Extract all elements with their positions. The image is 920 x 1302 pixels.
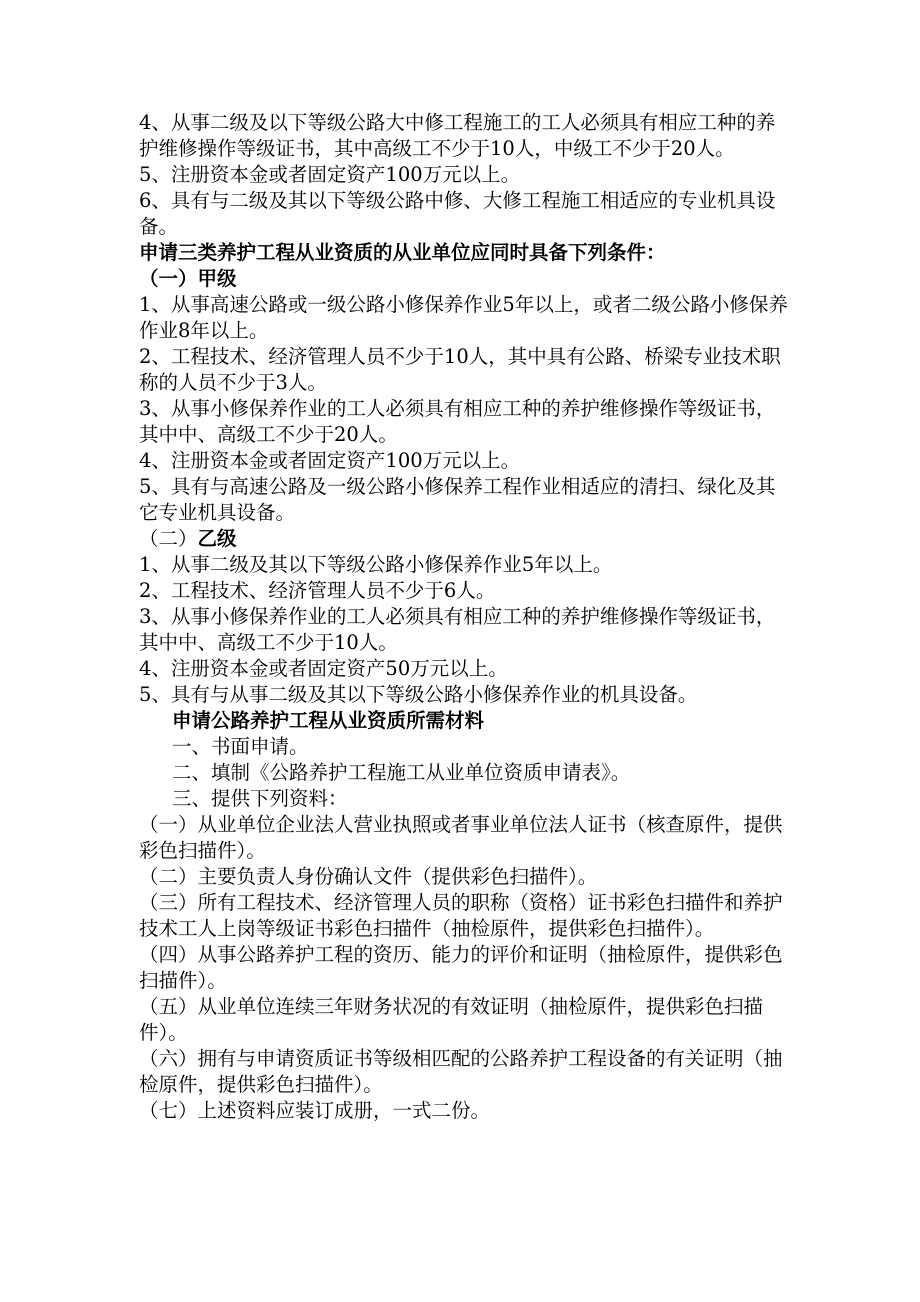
paragraph-a4: 4、注册资本金或者固定资产100万元以上。 bbox=[139, 449, 521, 472]
paragraph-a1: 1、从事高速公路或一级公路小修保养作业5年以上，或者二级公路小修保养作业8年以上。 bbox=[139, 293, 788, 342]
paragraph-b2: 2、工程技术、经济管理人员不少于6人。 bbox=[139, 579, 496, 602]
grade-heading-a: （一）甲级 bbox=[139, 267, 237, 290]
paragraph-b5: 5、具有与从事二级及其以下等级公路小修保养作业的机具设备。 bbox=[139, 683, 698, 706]
paragraph-1: 4、从事二级及以下等级公路大中修工程施工的工人必须具有相应工种的养护维修操作等级证书，其中高级工不少于10人，中级工不少于20人。 bbox=[139, 111, 776, 160]
grade-heading-b bbox=[139, 526, 789, 552]
materials-sub-1: （一）从业单位企业法人营业执照或者事业单位法人证书（核查原件，提供彩色扫描件）。 bbox=[139, 813, 783, 862]
grade-heading-b-prefix: （二） bbox=[139, 527, 198, 550]
paragraph-a5: 5、具有与高速公路及一级公路小修保养工程作业相适应的清扫、绿化及其它专业机具设备。 bbox=[139, 475, 776, 524]
paragraph-b4: 4、注册资本金或者固定资产50万元以上。 bbox=[139, 657, 508, 680]
materials-heading: 申请公路养护工程从业资质所需材料 bbox=[172, 709, 485, 732]
materials-sub-3: （三）所有工程技术、经济管理人员的职称（资格）证书彩色扫描件和养护技术工人上岗等级证书彩色扫描件（抽检原件，提供彩色扫描件）。 bbox=[139, 891, 783, 940]
materials-item-1: 一、书面申请。 bbox=[172, 735, 309, 758]
materials-sub-4: （四）从事公路养护工程的资历、能力的评价和证明（抽检原件，提供彩色扫描件）。 bbox=[139, 943, 783, 992]
paragraph-a2: 2、工程技术、经济管理人员不少于10人，其中具有公路、桥梁专业技术职称的人员不少于3人。 bbox=[139, 345, 781, 394]
document-page bbox=[139, 110, 789, 1124]
materials-sub-6: （六）拥有与申请资质证书等级相匹配的公路养护工程设备的有关证明（抽检原件，提供彩色扫描件）。 bbox=[139, 1047, 783, 1096]
paragraph-2: 5、注册资本金或者固定资产100万元以上。 bbox=[139, 163, 521, 186]
materials-sub-5: （五）从业单位连续三年财务状况的有效证明（抽检原件，提供彩色扫描件）。 bbox=[139, 995, 764, 1044]
paragraph-b1: 1、从事二级及其以下等级公路小修保养作业5年以上。 bbox=[139, 553, 613, 576]
materials-sub-2: （二）主要负责人身份确认文件（提供彩色扫描件）。 bbox=[139, 865, 598, 888]
materials-item-2: 二、填制《公路养护工程施工从业单位资质申请表》。 bbox=[172, 761, 631, 784]
section-heading-class3: 申请三类养护工程从业资质的从业单位应同时具备下列条件： bbox=[139, 241, 666, 264]
paragraph-3: 6、具有与二级及其以下等级公路中修、大修工程施工相适应的专业机具设备。 bbox=[139, 189, 776, 238]
grade-heading-b-label: 乙级 bbox=[197, 527, 237, 550]
paragraph-b3: 3、从事小修保养作业的工人必须具有相应工种的养护维修操作等级证书，其中中、高级工不少于10人。 bbox=[139, 605, 776, 654]
materials-item-3: 三、提供下列资料： bbox=[172, 787, 348, 810]
materials-sub-7: （七）上述资料应装订成册，一式二份。 bbox=[139, 1099, 491, 1122]
paragraph-a3: 3、从事小修保养作业的工人必须具有相应工种的养护维修操作等级证书，其中中、高级工不少于20人。 bbox=[139, 397, 776, 446]
